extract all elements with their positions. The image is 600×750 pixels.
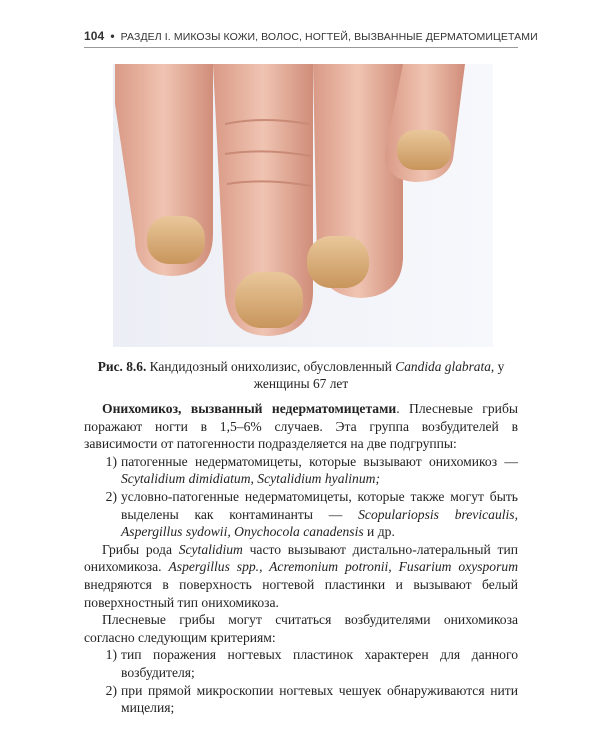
- list-number: 1): [105, 453, 117, 469]
- list-number: 2): [105, 488, 117, 504]
- list-text: тип поражения ногтевых пластинок характерен для данного возбудителя;: [121, 647, 518, 680]
- header-rule: [84, 47, 518, 48]
- list-content: [121, 453, 518, 488]
- figure-caption: [84, 358, 518, 392]
- list-content: [121, 488, 518, 541]
- header-bullet: •: [110, 29, 115, 43]
- section-title: РАЗДЕЛ I. МИКОЗЫ КОЖИ, ВОЛОС, НОГТЕЙ, ВЫЗВАННЫЕ ДЕРМАТОМИЦЕТАМИ: [120, 31, 538, 43]
- paragraph-3: Плесневые грибы могут считаться возбудителями онихомикоза согласно следующим критериям:: [84, 612, 518, 645]
- list-item: [84, 453, 518, 488]
- list-text: патогенные недерматомицеты, которые вызывают онихомикоз —: [121, 453, 518, 469]
- fingers-illustration: [113, 64, 493, 347]
- list-text: при прямой микроскопии ногтевых чешуек обнаруживаются нити мицелия;: [121, 682, 518, 716]
- figure-label: Рис. 8.6.: [97, 359, 147, 374]
- page-number: 104: [84, 29, 105, 43]
- paragraph-1-text: . Плесневые грибы поражают ногти в 1,5–6% случаев. Эта группа возбудителей в зависимости от патогенности подразделяется на две подгруппы:: [84, 401, 518, 452]
- body-text: [84, 400, 518, 717]
- nail-3: [307, 236, 369, 288]
- list-item: [84, 646, 518, 681]
- list-item: [84, 488, 518, 541]
- paragraph-2: [84, 541, 518, 611]
- paragraph-heading: Онихомикоз, вызванный недерматомицетами: [102, 401, 397, 416]
- running-header: [84, 29, 538, 43]
- list-item: [84, 682, 518, 717]
- nail-4: [397, 130, 451, 170]
- paragraph-1: [84, 400, 518, 453]
- caption-text-2: , у женщины 67 лет: [253, 359, 505, 391]
- p2-text-c: внедряются в поверхность ногтевой пластинки и вызывают белый поверхностный тип онихомикоза.: [84, 576, 518, 610]
- list-species: Scytalidium dimidiatum, Scytalidium hyalinum;: [121, 471, 380, 487]
- nail-1: [147, 216, 205, 264]
- nail-2: [235, 272, 303, 328]
- caption-species: Candida glabrata: [395, 359, 491, 374]
- list-number: 1): [105, 647, 117, 663]
- figure-photo-fingers: [113, 64, 493, 347]
- p2-species-1: Scytalidium: [178, 541, 243, 557]
- list-number: 2): [105, 682, 117, 698]
- list-species: Scopulariopsis brevicaulis, Aspergillus sydowii, Onychocola canadensis: [121, 506, 518, 540]
- list-text: условно-патогенные недерматомицеты, которые также могут быть выделены как контаминанты —: [121, 488, 518, 522]
- p2-species-2: Aspergillus spp., Acremonium potronii, Fusarium oxysporum: [168, 559, 519, 575]
- caption-text-1: Кандидозный онихолизис, обусловленный: [146, 359, 396, 374]
- list-tail: и др.: [363, 524, 395, 540]
- p2-text-b: часто вызывают дистально-латеральный тип онихомикоза.: [84, 541, 518, 575]
- p2-text-a: Грибы рода: [102, 541, 179, 557]
